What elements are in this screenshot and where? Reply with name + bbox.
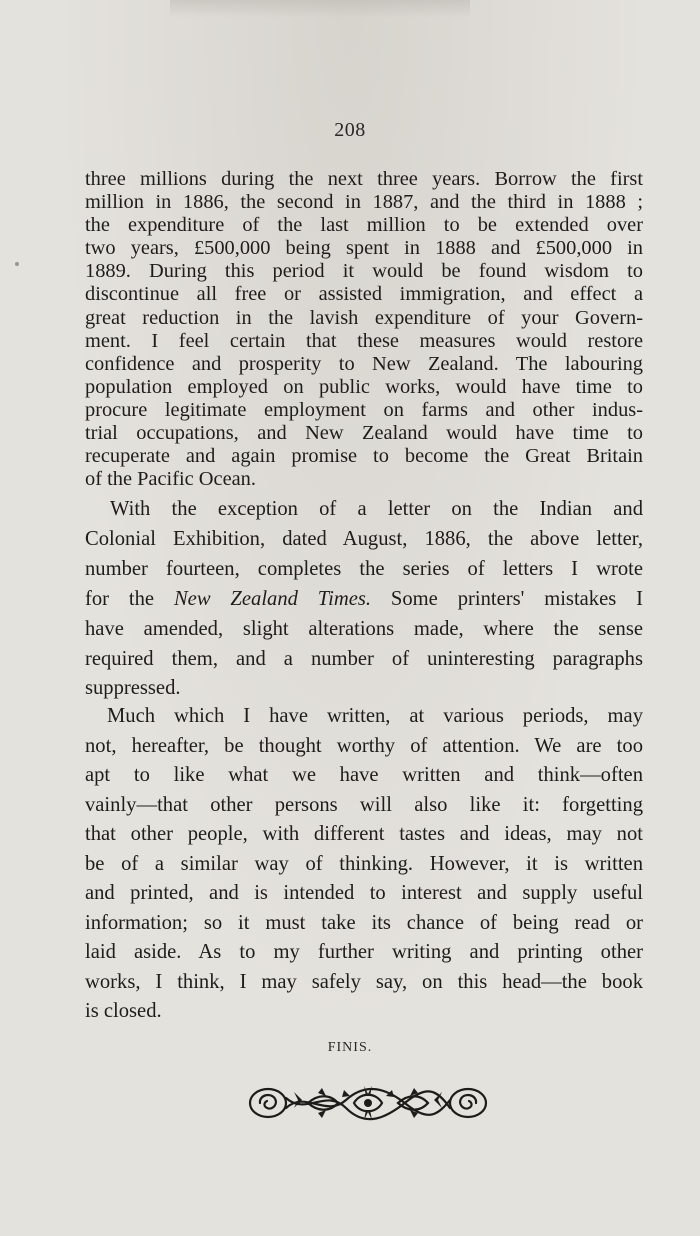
text-line: apt to like what we have written and think—often (85, 764, 643, 786)
finis-label: FINIS. (327, 1040, 373, 1055)
text-line: ment. I feel certain that these measures would restore (85, 329, 643, 352)
newspaper-title: New Zealand Times. (173, 587, 372, 610)
text-line: confidence and prosperity to New Zealand. The labouring (85, 352, 643, 375)
text-line: be of a similar way of thinking. However, it is written (85, 852, 643, 875)
text-line: works, I think, I may safely say, on this head—the book (85, 970, 643, 993)
text-line: population employed on public works, would have time to (85, 375, 643, 398)
paragraph-3 (85, 702, 643, 1027)
text-line: is closed. (85, 1000, 162, 1022)
text-line: With the exception of a letter on the Indian and (110, 498, 643, 520)
text-line: information; so it must take its chance of being read or (85, 911, 643, 934)
text-line: required them, and a number of uninteresting paragraphs (85, 647, 643, 670)
text-line: that other people, with different tastes and ideas, may not (85, 823, 643, 845)
text-line: suppressed. (85, 677, 181, 700)
text-line: have amended, slight alterations made, where the sense (85, 617, 643, 640)
text-fragment: Some printers' mistakes I (371, 587, 643, 610)
paragraph-2 (85, 495, 643, 704)
text-line: trial occupations, and New Zealand would have time to (85, 422, 643, 445)
text-line: laid aside. As to my further writing and printing other (85, 941, 643, 963)
text-line: and printed, and is intended to interest and supply useful (85, 882, 643, 904)
text-line: number fourteen, completes the series of letters I wrote (85, 557, 643, 580)
text-line-with-title (85, 585, 643, 615)
text-fragment: for the (85, 587, 174, 610)
text-line: procure legitimate employment on farms and other indus- (85, 398, 643, 421)
text-line: vainly—that other persons will also like it: forgetting (85, 793, 643, 816)
paper-speck (15, 262, 19, 266)
text-line: Much which I have written, at various periods, may (107, 705, 643, 727)
text-line: Colonial Exhibition, dated August, 1886, the above letter, (85, 527, 643, 550)
paragraph-1 (85, 168, 643, 491)
text-line: 1889. During this period it would be found wisdom to (85, 260, 643, 283)
text-line: three millions during the next three years. Borrow the first (85, 168, 643, 190)
text-line: of the Pacific Ocean. (85, 468, 256, 491)
text-line: not, hereafter, be thought worthy of attention. We are too (85, 734, 643, 757)
text-line: million in 1886, the second in 1887, and the third in 1888 ; (85, 191, 643, 214)
page-number: 208 (334, 119, 366, 141)
text-line: discontinue all free or assisted immigration, and effect a (85, 283, 643, 306)
text-line: the expenditure of the last million to be extended over (85, 214, 643, 237)
fleuron-ornament-icon (246, 1082, 490, 1124)
text-line: two years, £500,000 being spent in 1888 and £500,000 in (85, 237, 643, 260)
text-line: great reduction in the lavish expenditure of your Govern- (85, 306, 643, 329)
paper-stain (170, 0, 470, 18)
text-line: recuperate and again promise to become the Great Britain (85, 445, 643, 468)
